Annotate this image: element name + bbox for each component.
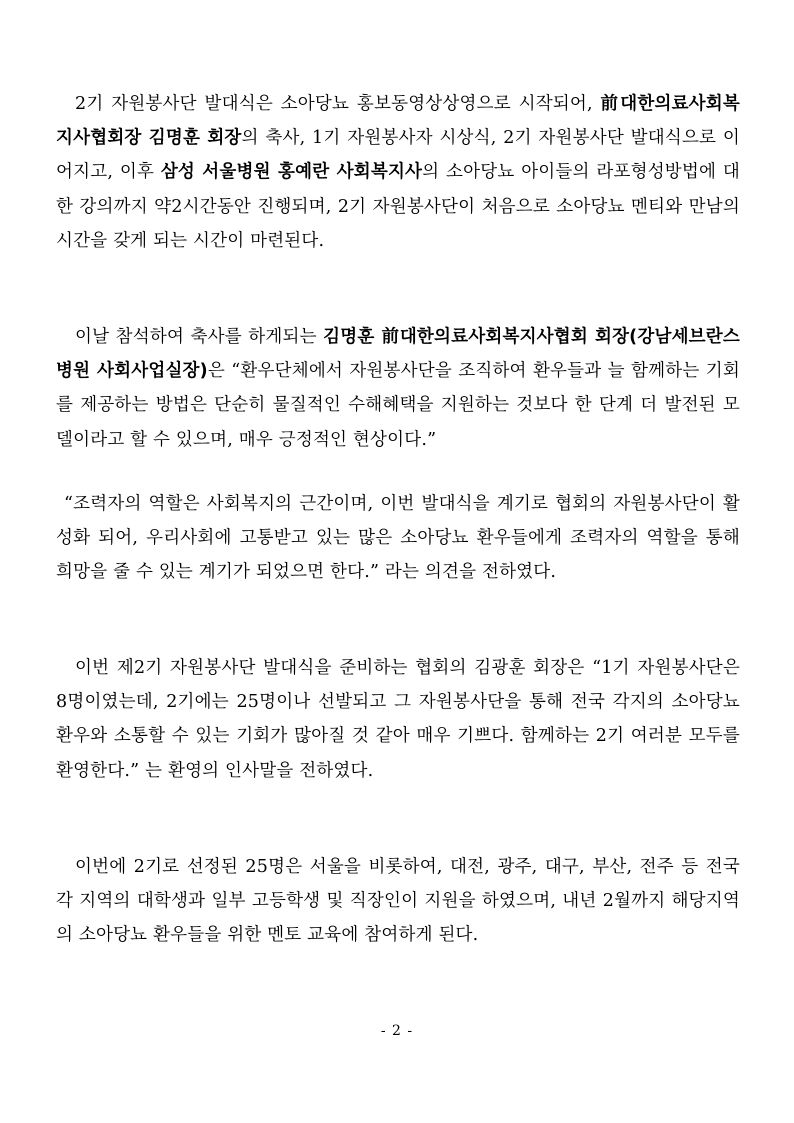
paragraph-ceremony-program xyxy=(56,87,740,258)
paragraph-quote-helper-role xyxy=(56,487,740,590)
paragraph-text: 이번 제2기 자원봉사단 발대식을 준비하는 협회의 김광훈 회장은 “1기 자원봉사단은 8명이였는데, 2기에는 25명이나 선발되고 그 자원봉사단을 통해 전국 각지의 소아당뇨 환우와 소통할 수 있는 기회가 많아질 것 같아 매우 기쁘다. 함께하는 2기 여러분 모두를 환영한다.” 는 환영의 인사말을 전하였다. xyxy=(56,658,740,781)
paragraph-congratulatory-speech xyxy=(56,320,740,457)
bold-name-kim-myunghoon: 前대한의료사회복지사협회장 김명훈 회장 xyxy=(56,94,740,149)
paragraph-text: 이날 참석하여 축사를 하게되는 xyxy=(75,327,324,347)
paragraph-text: 이번에 2기로 선정된 25명은 서울을 비롯하여, 대전, 광주, 대구, 부산, 전주 등 전국 각 지역의 대학생과 일부 고등학생 및 직장인이 지원을 하였으며, 내년 2월까지 해당지역의 소아당뇨 환우들을 위한 멘토 교육에 참여하게 된다. xyxy=(56,857,740,946)
bold-name-hong-yeran: 삼성 서울병원 홍예란 사회복지사 xyxy=(160,162,423,183)
paragraph-text: 의 소아당뇨 아이들의 라포형성방법에 대한 강의까지 약2시간동안 진행되며, 2기 자원봉사단이 처음으로 소아당뇨 멘티와 만남의 시간을 갖게 되는 시간이 마련된다. xyxy=(56,162,740,251)
paragraph-welcome-speech xyxy=(56,651,740,788)
paragraph-text: 의 축사, 1기 자원봉사자 시상식, 2기 자원봉사단 발대식으로 이어지고, 이후 xyxy=(56,128,740,183)
bold-name-speaker: 김명훈 前대한의료사회복지사협회 회장(강남세브란스병원 사회사업실장) xyxy=(56,327,740,382)
paragraph-text: 은 “환우단체에서 자원봉사단을 조직하여 환우들과 늘 함께하는 기회를 제공하는 방법은 단순히 물질적인 수해혜택을 지원하는 것보다 한 단계 더 발전된 모델이라고 할 수 있으며, 매우 긍정적인 현상이다.” xyxy=(56,361,740,450)
paragraph-text: 2기 자원봉사단 발대식은 소아당뇨 홍보동영상상영으로 시작되어, xyxy=(75,94,601,114)
paragraph-selected-volunteers xyxy=(56,850,740,953)
paragraph-text: “조력자의 역할은 사회복지의 근간이며, 이번 발대식을 계기로 협회의 자원봉사단이 활성화 되어, 우리사회에 고통받고 있는 많은 소아당뇨 환우들에게 조력자의 역할을 통해 희망을 줄 수 있는 계기가 되었으면 한다.” 라는 의견을 전하였다. xyxy=(56,494,740,583)
page-number: - 2 - xyxy=(380,1023,414,1039)
